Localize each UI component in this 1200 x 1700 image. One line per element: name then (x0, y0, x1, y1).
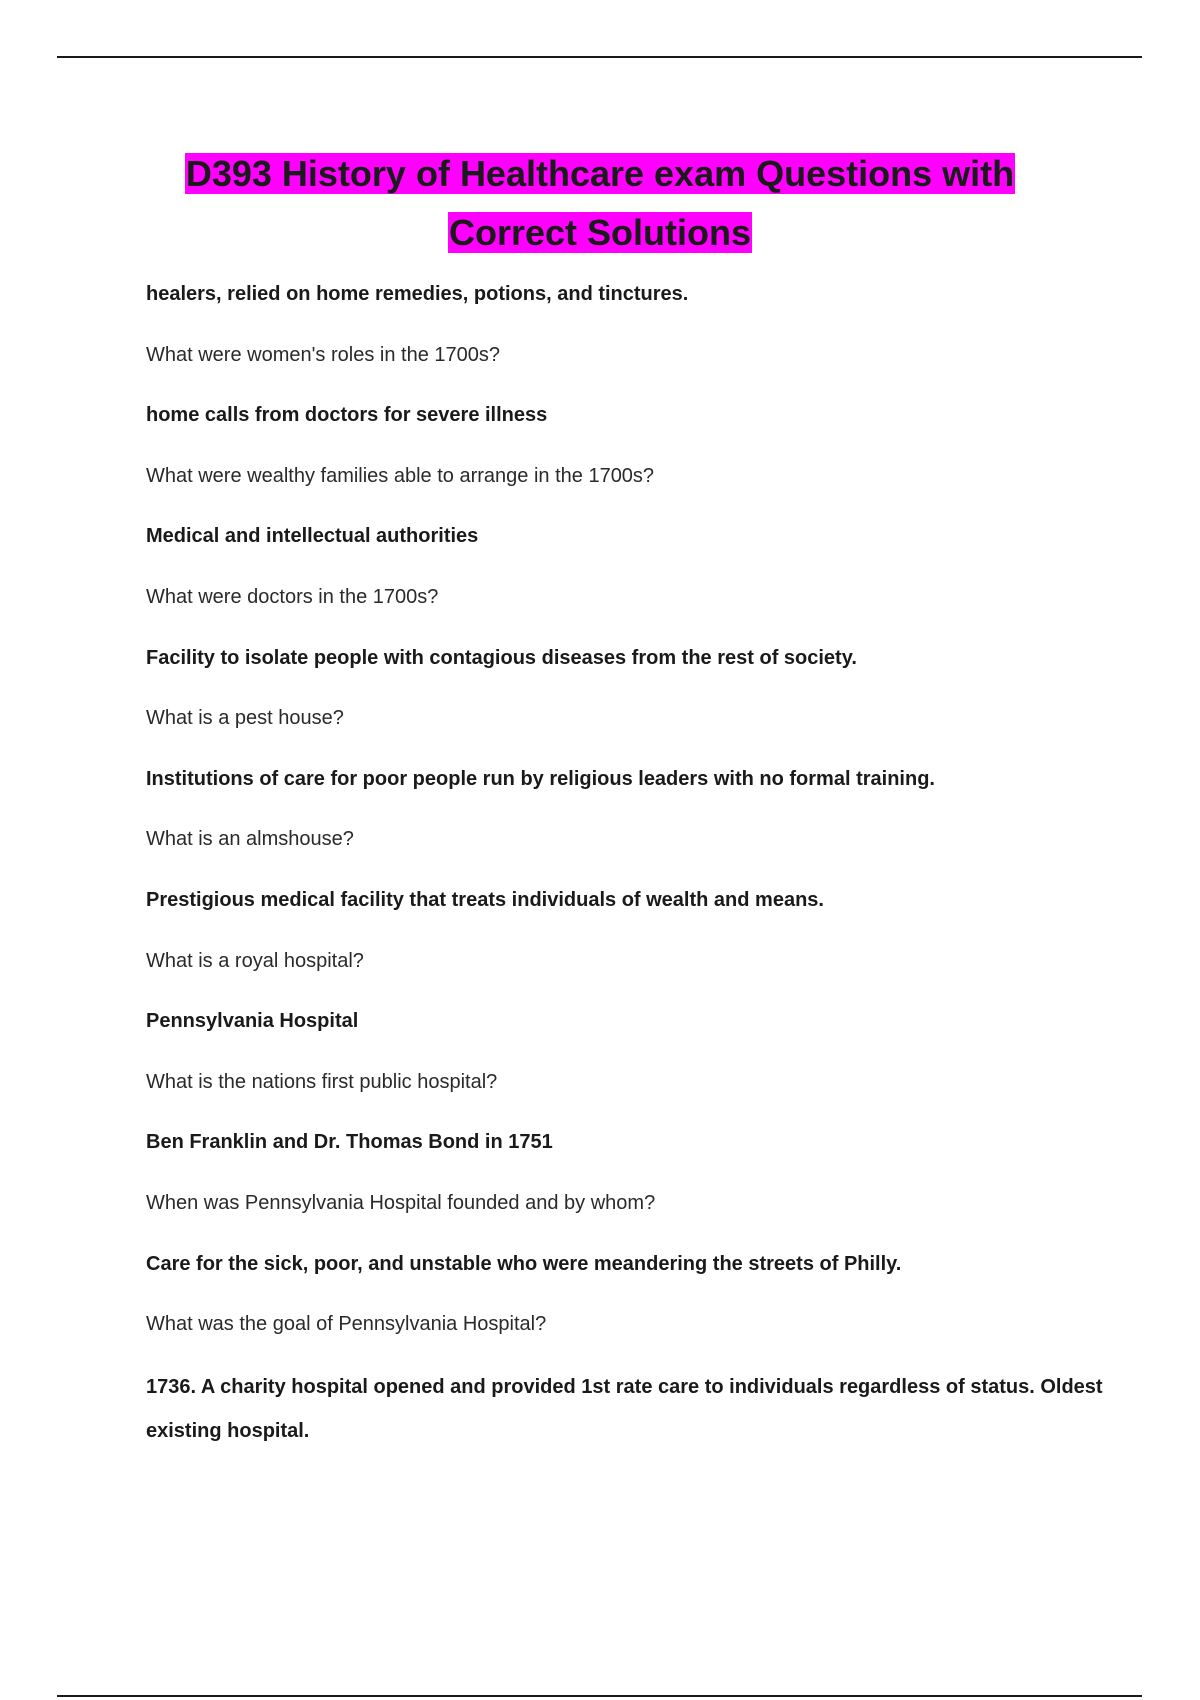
bottom-rule (57, 1695, 1142, 1697)
question-text: What is a pest house? (146, 707, 344, 730)
answer-text: Ben Franklin and Dr. Thomas Bond in 1751 (146, 1131, 553, 1154)
answer-text: Pennsylvania Hospital (146, 1010, 359, 1033)
qa-list (146, 274, 1106, 1453)
question-text: What is a royal hospital? (146, 949, 364, 972)
answer-text: Prestigious medical facility that treats individuals of wealth and means. (146, 888, 824, 911)
question-text: What were women's roles in the 1700s? (146, 343, 500, 366)
question-text: What was the goal of Pennsylvania Hospital? (146, 1313, 547, 1336)
answer-text: Medical and intellectual authorities (146, 525, 479, 548)
answer-text: Care for the sick, poor, and unstable who were meandering the streets of Philly. (146, 1252, 902, 1275)
top-rule (57, 56, 1142, 58)
answer-text: Facility to isolate people with contagious diseases from the rest of society. (146, 646, 857, 669)
question-text: What were doctors in the 1700s? (146, 585, 439, 608)
answer-text: home calls from doctors for severe illness (146, 404, 548, 427)
question-text: What is the nations first public hospital? (146, 1070, 498, 1093)
answer-text: healers, relied on home remedies, potions, and tinctures. (146, 283, 689, 305)
answer-text: 1736. A charity hospital opened and provided 1st rate care to individuals regardless of status. Oldest existing hospital. (146, 1375, 1103, 1442)
question-text: When was Pennsylvania Hospital founded and by whom? (146, 1191, 656, 1214)
answer-text: Institutions of care for poor people run by religious leaders with no formal training. (146, 767, 935, 790)
title-highlight: D393 History of Healthcare exam Questions with Correct Solutions (185, 153, 1015, 253)
question-text: What were wealthy families able to arrange in the 1700s? (146, 464, 655, 487)
question-text: What is an almshouse? (146, 828, 354, 851)
document-title (120, 144, 1080, 262)
